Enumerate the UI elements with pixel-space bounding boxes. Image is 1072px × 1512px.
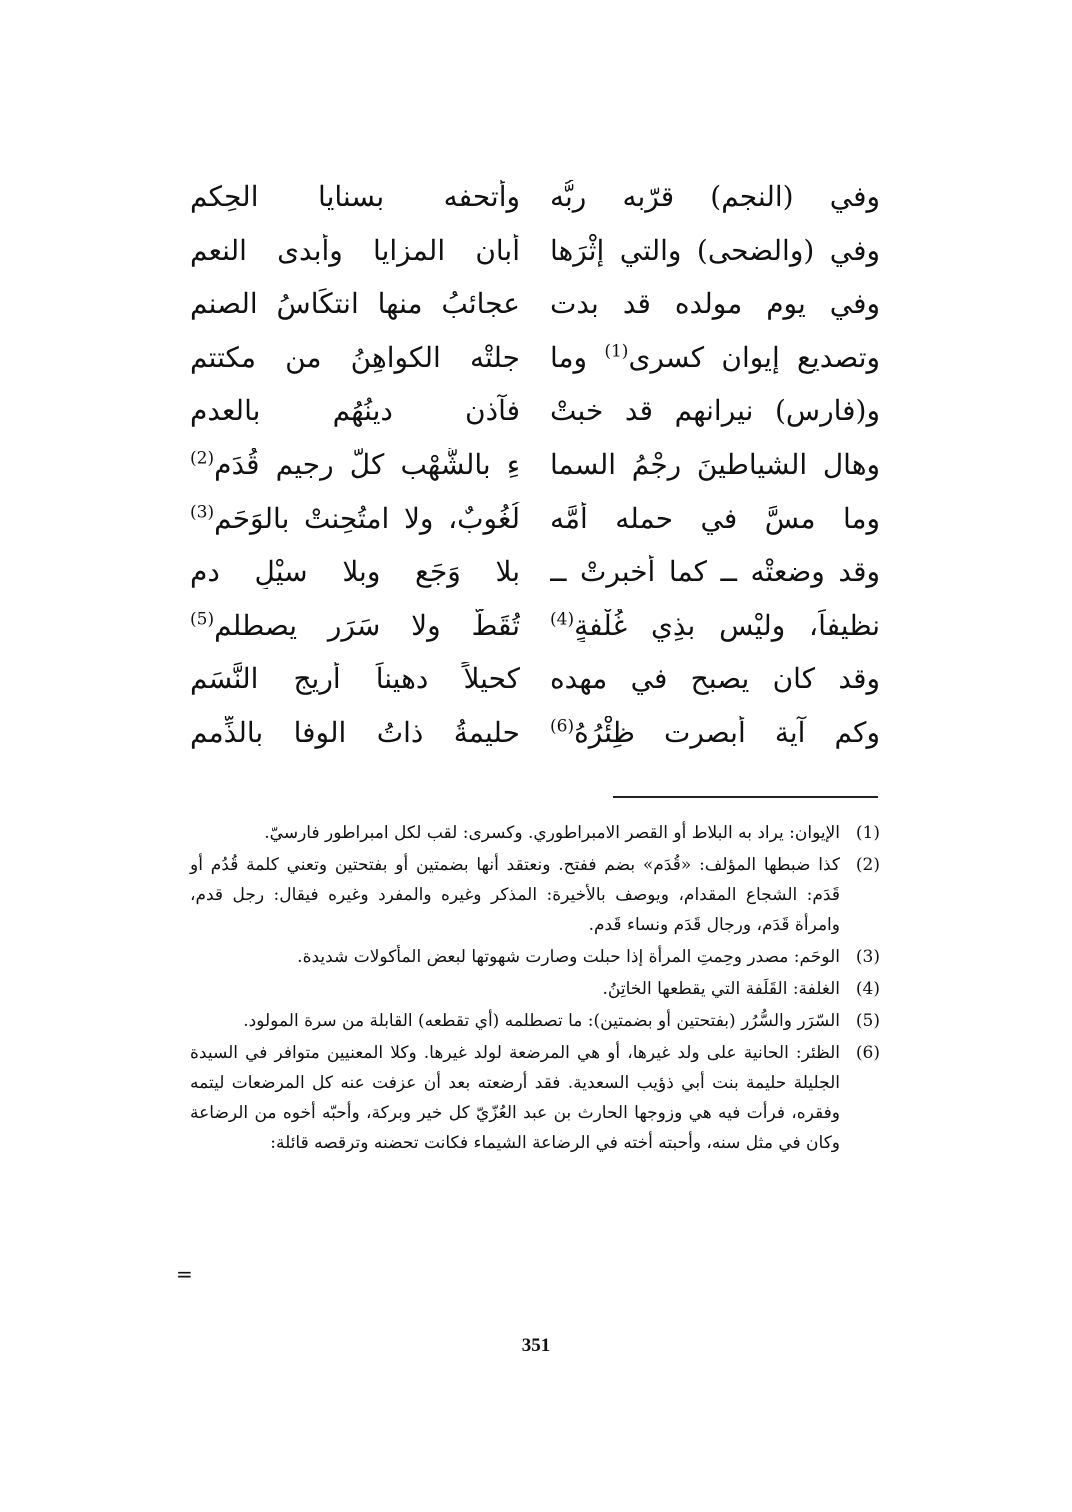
verse-4-second-hemistich: جلتْه الكواهِنُ من مكتتم xyxy=(190,340,520,374)
footnote-text: الإيوان: يراد به البلاط أو القصر الامبراطوري. وكسرى: لقب لكل امبراطور فارسيّ. xyxy=(264,823,840,843)
verse-2 xyxy=(190,224,880,278)
verse-10 xyxy=(190,652,880,706)
footnotes xyxy=(190,818,880,1160)
footnote-ref-1: (1) xyxy=(604,341,629,362)
verse-8 xyxy=(190,545,880,599)
verse-8-second-hemistich: بلا وَجَعٍ وبلا سيْلِ دم xyxy=(190,555,520,589)
footnote-text: كذا ضبطها المؤلف: «قُدَم» بضم ففتح. ونعتقد أنها بضمتين أو بفتحتين وتعني كلمة قُدُم أو قَدَم: الشجاع المقدام، ويوصف بالأخيرة: المذكر وغيره والمفرد وغيره فيقال: رجل قدم، وامرأة قَدَم، ورجال قَدَم ونساء قَدم. xyxy=(190,855,840,935)
verse-7 xyxy=(190,492,880,546)
verse-11-second-hemistich: حليمةُ ذاتُ الوفا بالذِّمم xyxy=(190,715,520,749)
footnote-number: (2) xyxy=(855,855,880,875)
footnote-number: (1) xyxy=(855,823,880,843)
footnote-number: (4) xyxy=(855,979,880,999)
verse-8-first-hemistich: وقد وضعتْه ــ كما أخبرتْ ــ xyxy=(550,555,880,589)
footnote-number: (3) xyxy=(855,947,880,967)
verse-3-second-hemistich: عجائبُ منها انتكَاسُ الصنم xyxy=(190,287,520,321)
footnote-ref-4: (4) xyxy=(550,609,575,630)
verse-3 xyxy=(190,277,880,331)
footnote-ref-2: (2) xyxy=(190,448,215,469)
verse-4-first-hemistich: وتصديع إيوان كسرى$^{(1)}$ وما xyxy=(550,340,880,374)
verse-6 xyxy=(190,438,880,492)
verse-1-second-hemistich: وأتحفه بسنايا الحِكم xyxy=(190,180,520,213)
verse-2-first-hemistich: وفي (والضحى) والتي إثْرَها xyxy=(550,233,880,267)
verse-9-first-hemistich: نظيفاً، وليْس بذِي غُلْفةٍ$^{(4)}$ xyxy=(550,608,880,642)
verse-4 xyxy=(190,331,880,385)
footnote-number: (5) xyxy=(855,1011,880,1031)
footnote-6 xyxy=(190,1038,880,1158)
footnote-separator xyxy=(613,796,878,798)
footnote-ref-5: (5) xyxy=(190,609,215,630)
verse-5 xyxy=(190,384,880,438)
verse-11-first-hemistich: وكم آية أبصرت ظِئْرُهُ$^{(6)}$ xyxy=(550,715,880,749)
footnote-text: الغلفة: القَلَفة التي يقطعها الخاتِنُ. xyxy=(602,979,840,999)
footnote-ref-3: (3) xyxy=(190,502,215,523)
footnote-ref-6: (6) xyxy=(550,716,575,737)
verse-6-first-hemistich: وهال الشياطينَ رجْمُ السما xyxy=(550,447,880,481)
footnote-5 xyxy=(190,1006,880,1036)
verse-1 xyxy=(190,170,880,224)
footnote-3 xyxy=(190,942,880,972)
verse-11 xyxy=(190,706,880,760)
verse-7-second-hemistich: لُغُوبٌ، ولا امتُحِنتْ بالوَحَم$^{(3)}$ xyxy=(190,501,520,535)
verse-9 xyxy=(190,599,880,653)
verse-10-first-hemistich: وقد كان يصبح في مهده xyxy=(550,662,880,696)
footnote-number: (6) xyxy=(855,1043,880,1063)
footnote-1 xyxy=(190,818,880,848)
verse-9-second-hemistich: تُقَطُّ ولا سَرَرٍ يصطلم$^{(5)}$ xyxy=(190,608,520,642)
verse-2-second-hemistich: أبان المزايا وأبدى النعم xyxy=(190,233,520,267)
page-number: 351 xyxy=(521,1335,551,1356)
footnote-text: الظئر: الحانية على ولد غيرها، أو هي المرضعة لولد غيرها. وكلا المعنيين متوافر في السيدة الجليلة حليمة بنت أبي ذؤيب السعدية. فقد أرضعته بعد أن عزفت عنه كل المرضعات ليتمه وفقره، فرأت فيه هي وزوجها الحارث بن عبد العُزّيّ كل خير وبركة، وأحبّه أخوه من الرضاعة وكان في مثل سنه، وأحبته أخته في الرضاعة الشيماء فكانت تحضنه وترقصه قائلة: xyxy=(190,1043,840,1153)
poem xyxy=(190,170,880,760)
verse-6-second-hemistich: ءِ بالشُّهْب كلَّ رجيمٍ قُدَم$^{(2)}$ xyxy=(190,447,520,481)
verse-1-first-hemistich: وفي (النجم) قرّبه ربُّه xyxy=(550,180,880,213)
footnote-text: الوحَم: مصدر وحِمتِ المرأة إذا حبلت وصارت شهوتها لبعض المأكولات شديدة. xyxy=(297,947,840,967)
verse-5-second-hemistich: فآذن دينُهُم بالعدم xyxy=(190,394,520,428)
footnote-2 xyxy=(190,850,880,940)
verse-3-first-hemistich: وفي يوم مولده قد بدت xyxy=(550,287,880,321)
verse-5-first-hemistich: و(فارس) نيرانهم قد خبتْ xyxy=(550,394,880,428)
verse-7-first-hemistich: وما مسَّ في حمله أُمَّه xyxy=(550,501,880,535)
footnote-text: السّرَر والسُّرُر (بفتحتين أو بضمتين): ما تصطلمه (أي تقطعه) القابلة من سرة المولود. xyxy=(243,1011,840,1031)
footnote-4 xyxy=(190,974,880,1004)
continuation-marker: = xyxy=(176,1262,193,1286)
verse-10-second-hemistich: كحيلاً دهيناً أريج النَّسَم xyxy=(190,662,520,696)
